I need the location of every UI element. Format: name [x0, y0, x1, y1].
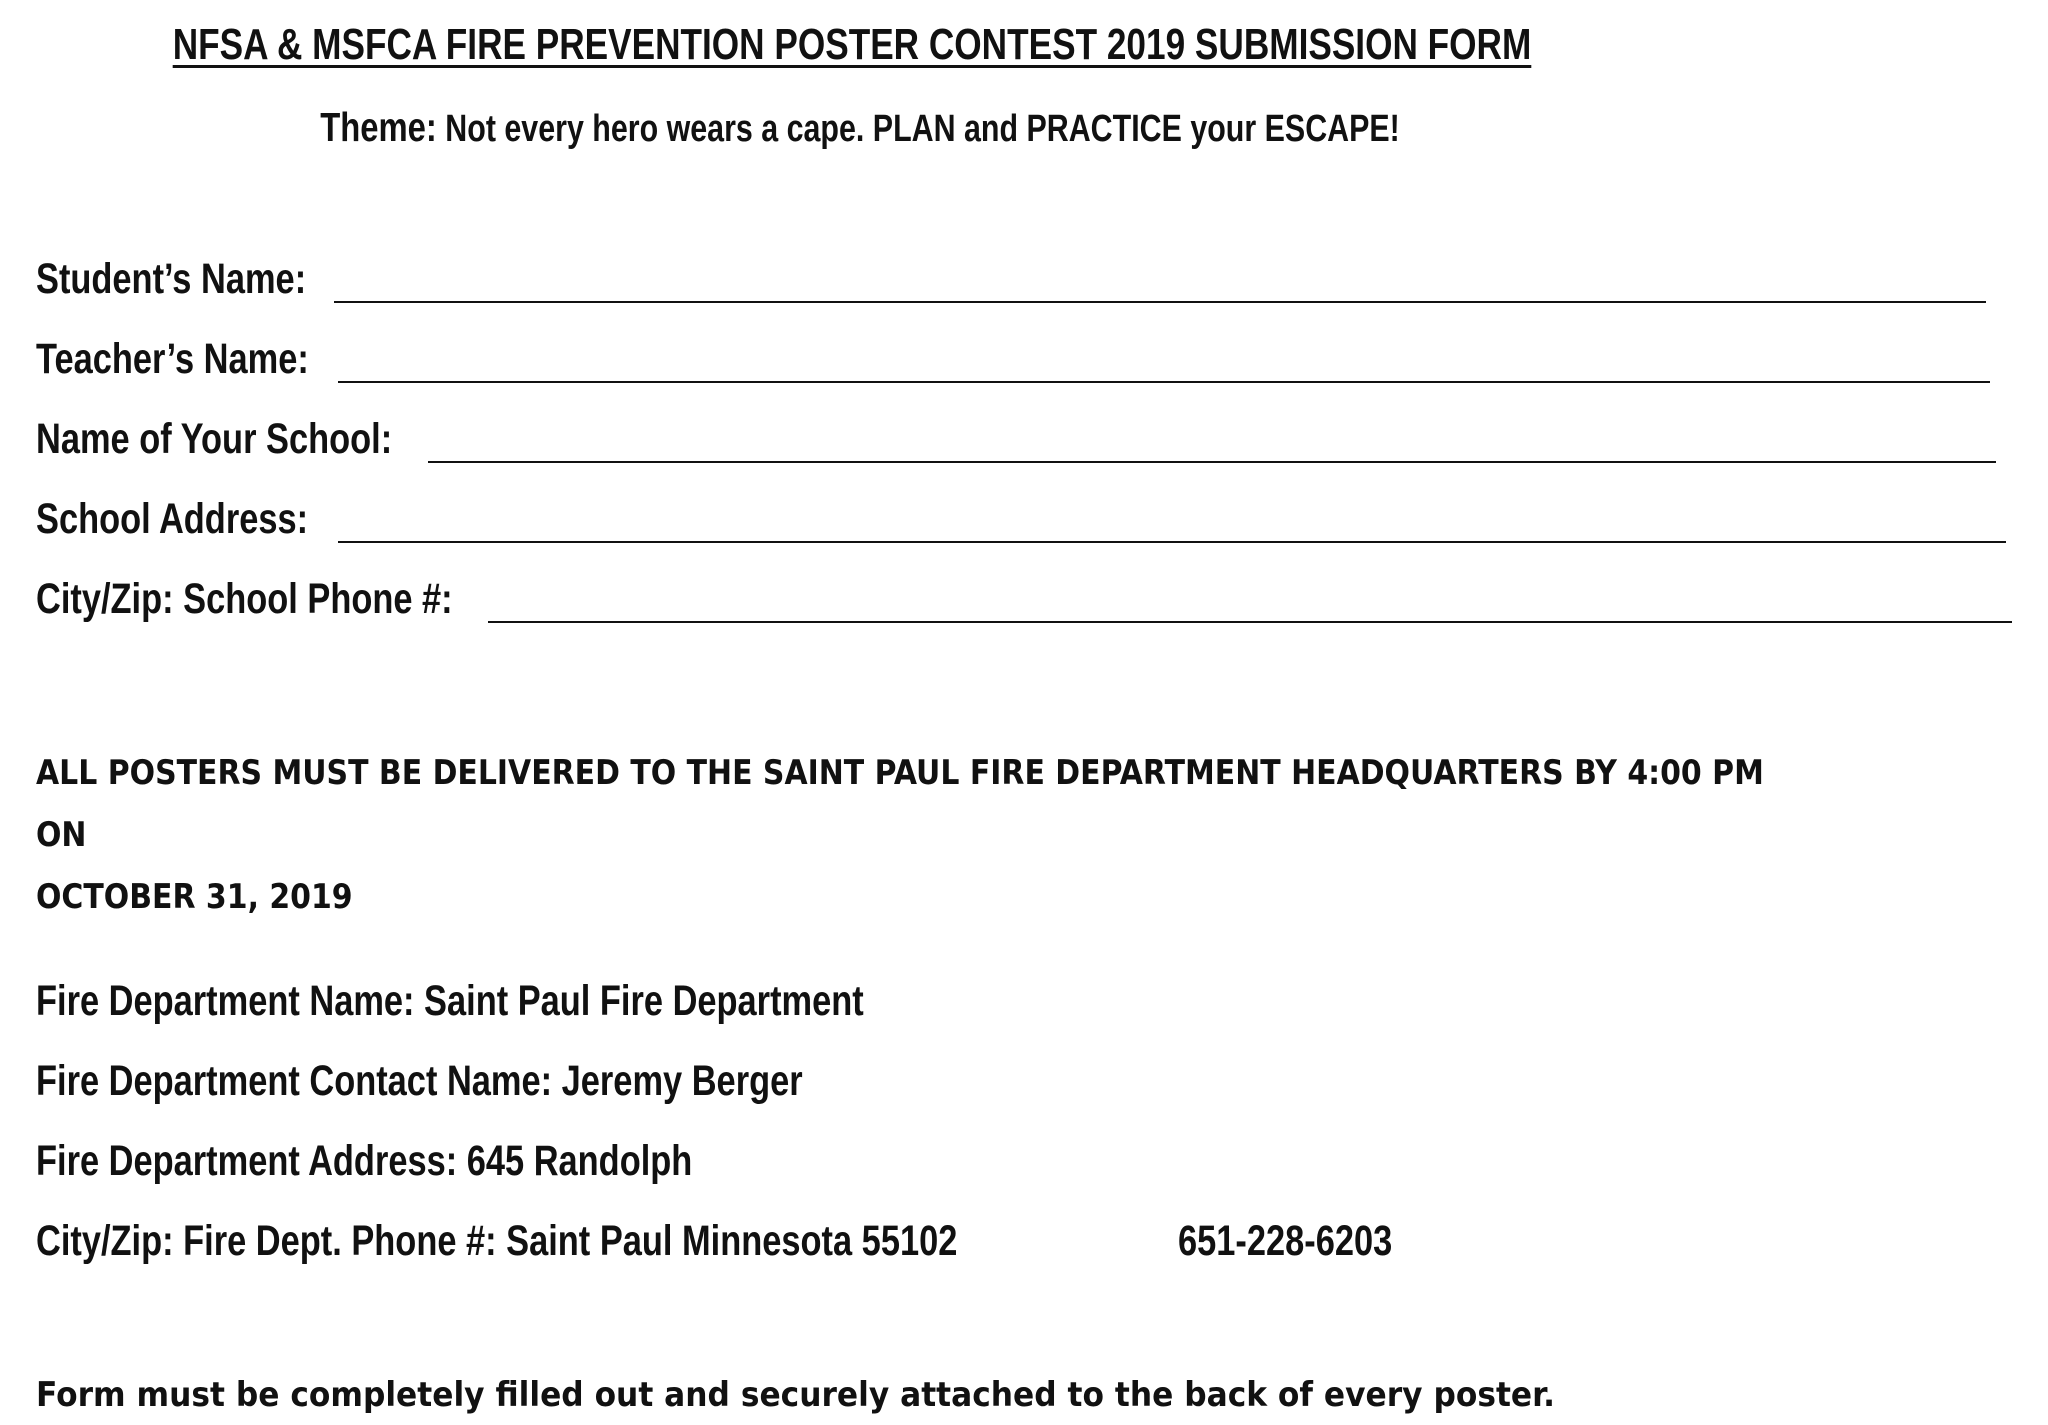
fire-dept-name: Fire Department Name: Saint Paul Fire Department: [36, 977, 864, 1025]
school-city-phone-field[interactable]: [36, 573, 2008, 623]
school-name-field[interactable]: [36, 413, 2008, 463]
fire-dept-address: Fire Department Address: 645 Randolph: [36, 1137, 693, 1185]
school-city-phone-blank[interactable]: [488, 621, 2012, 623]
fire-dept-contact: Fire Department Contact Name: Jeremy Berger: [36, 1057, 803, 1105]
theme-text: Not every hero wears a cape. PLAN and PRACTICE your ESCAPE!: [445, 108, 1400, 150]
delivery-notice: [36, 742, 1787, 928]
student-name-field[interactable]: [36, 253, 2008, 303]
delivery-notice-line-2: OCTOBER 31, 2019: [36, 877, 353, 917]
student-name-blank[interactable]: [334, 301, 1986, 303]
school-city-phone-label: City/Zip: School Phone #:: [36, 575, 453, 623]
fire-dept-city-zip: City/Zip: Fire Dept. Phone #: Saint Paul Minnesota 55102: [36, 1217, 958, 1265]
theme-label: Theme:: [320, 104, 437, 150]
theme-line: [0, 104, 1720, 151]
school-address-blank[interactable]: [338, 541, 2006, 543]
school-name-blank[interactable]: [428, 461, 1996, 463]
teacher-name-blank[interactable]: [338, 381, 1990, 383]
form-title: NFSA & MSFCA FIRE PREVENTION POSTER CONTEST 2019 SUBMISSION FORM: [172, 20, 1532, 69]
teacher-name-field[interactable]: [36, 333, 2008, 383]
student-name-label: Student’s Name:: [36, 255, 307, 303]
school-name-label: Name of Your School:: [36, 415, 393, 463]
fire-dept-phone: 651-228-6203: [1178, 1217, 1393, 1265]
teacher-name-label: Teacher’s Name:: [36, 335, 309, 383]
footer-instruction: Form must be completely filled out and securely attached to the back of every poster.: [36, 1375, 1555, 1415]
school-address-label: School Address:: [36, 495, 309, 543]
school-address-field[interactable]: [36, 493, 2008, 543]
delivery-notice-line-1: ALL POSTERS MUST BE DELIVERED TO THE SAINT PAUL FIRE DEPARTMENT HEADQUARTERS BY 4:00 PM ON: [36, 753, 1764, 855]
